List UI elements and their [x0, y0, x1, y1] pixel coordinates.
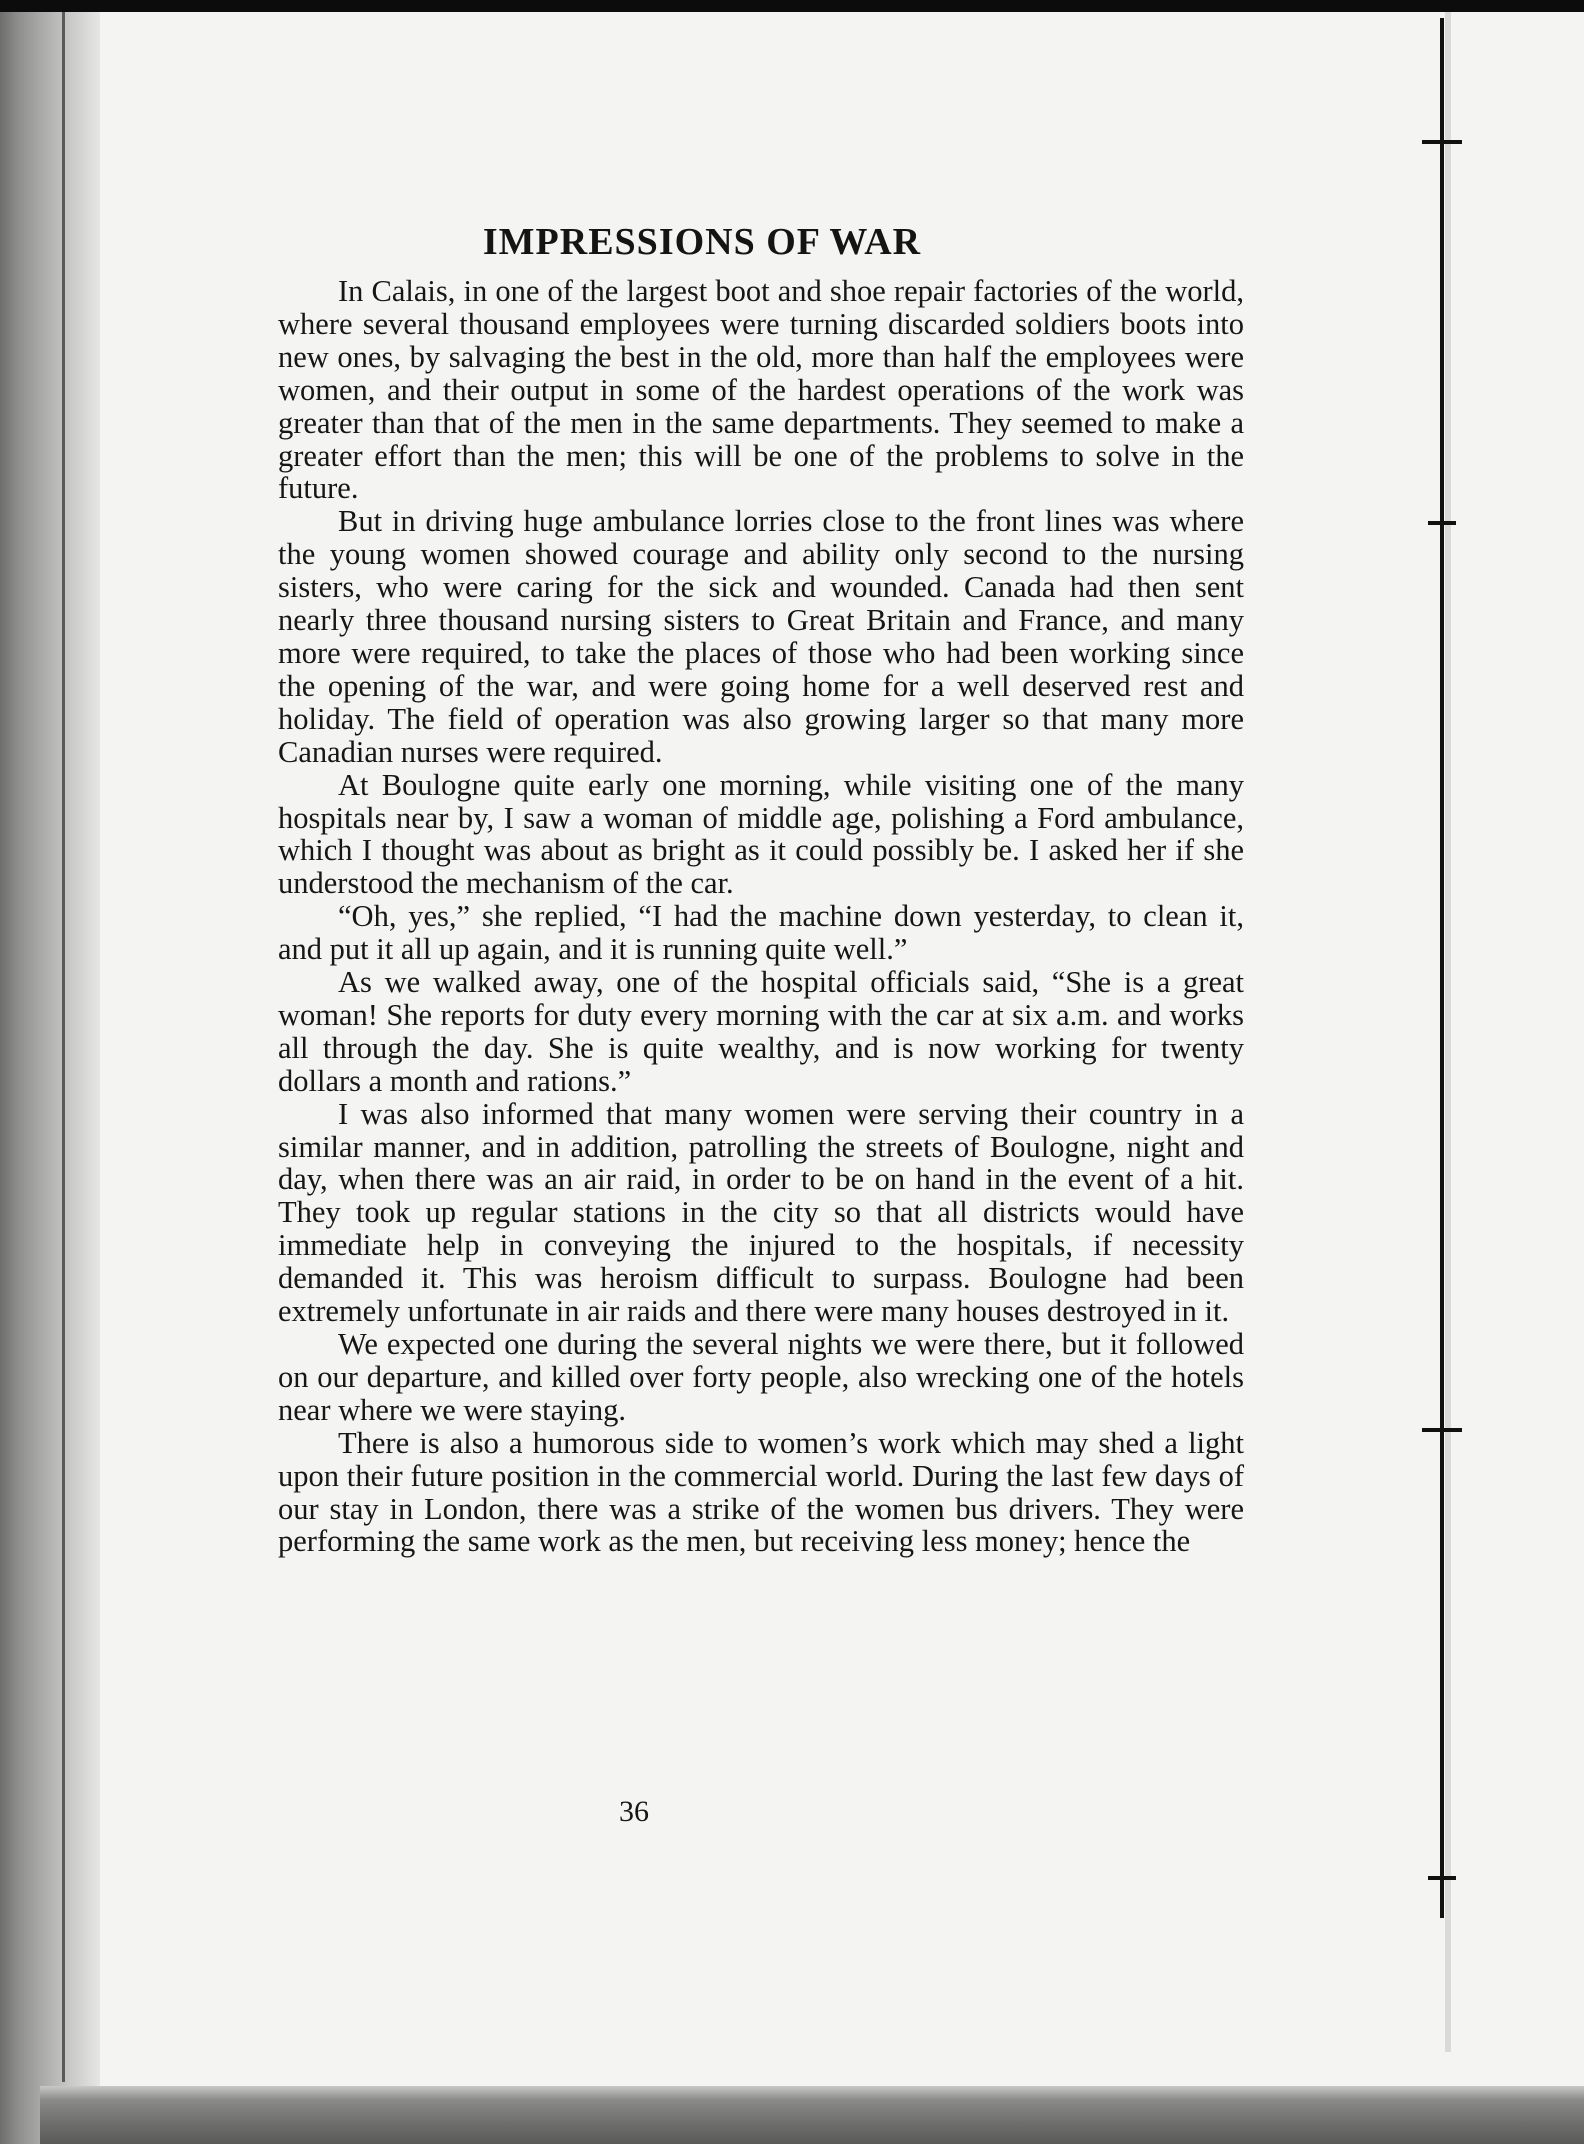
page-number: 36: [619, 1795, 649, 1828]
paragraph: In Calais, in one of the largest boot and shoe repair factories of the world, where several thousand employees were turning discarded soldiers boots into new ones, by salvaging the best in the old, more than half the employees were women, and their output in some of the hardest operations of the work was greater than that of the men in the same departments. They seemed to make a greater effort than the men; this will be one of the problems to solve in the future.: [278, 274, 1244, 506]
paragraph: But in driving huge ambulance lorries close to the front lines was where the young women showed courage and ability only second to the nursing sisters, who were caring for the sick and wounded. Canada had then sent nearly three thousand nursing sisters to Great Britain and France, and many more were required, to take the places of those who had been working since the opening of the war, and were going home for a well deserved rest and holiday. The field of operation was also growing larger so that many more Canadian nurses were required.: [278, 504, 1244, 769]
vertical-margin-rule: [1440, 18, 1444, 1918]
rule-tick-mark: [1422, 1428, 1462, 1432]
paragraph: I was also informed that many women were serving their country in a similar manner, and in addition, patrolling the streets of Boulogne, night and day, when there was an air raid, in order to be on hand in the event of a hit. They took up regular stations in the city so that all districts would have immediate help in conveying the injured to the hospitals, if necessity demanded it. This was heroism difficult to surpass. Boulogne had been extremely unfortunate in air raids and there were many houses destroyed in it.: [278, 1096, 1244, 1329]
paragraph: “Oh, yes,” she replied, “I had the machine down yesterday, to clean it, and put it all up again, and it is running quite well.”: [278, 899, 1244, 967]
paragraph: As we walked away, one of the hospital officials said, “She is a great woman! She reports for duty every morning with the car at six a.m. and works all through the day. She is quite wealthy, and is now working for twenty dollars a month and rations.”: [278, 965, 1244, 1098]
binding-crease: [62, 12, 65, 2082]
rule-tick-mark: [1422, 140, 1462, 144]
page-body: [278, 275, 1244, 1558]
paragraph: There is also a humorous side to women’s work which may shed a light upon their future position in the commercial world. During the last few days of our stay in London, there was a strike of the women bus drivers. They were performing the same work as the men, but receiving less money; hence the: [278, 1425, 1244, 1559]
paragraph: We expected one during the several nights we were there, but it followed on our departure, and killed over forty people, also wrecking one of the hotels near where we were staying.: [278, 1327, 1244, 1427]
paragraph: At Boulogne quite early one morning, while visiting one of the many hospitals near by, I saw a woman of middle age, polishing a Ford ambulance, which I thought was about as bright as it could possibly be. I asked her if she understood the mechanism of the car.: [278, 767, 1244, 901]
scan-top-border: [0, 0, 1584, 12]
rule-tick-mark: [1428, 521, 1456, 525]
book-bottom-edge: [40, 2086, 1584, 2144]
page-right-margin-strip: [1445, 12, 1451, 2052]
rule-tick-mark: [1428, 1876, 1456, 1880]
page-title: IMPRESSIONS OF WAR: [482, 221, 922, 264]
